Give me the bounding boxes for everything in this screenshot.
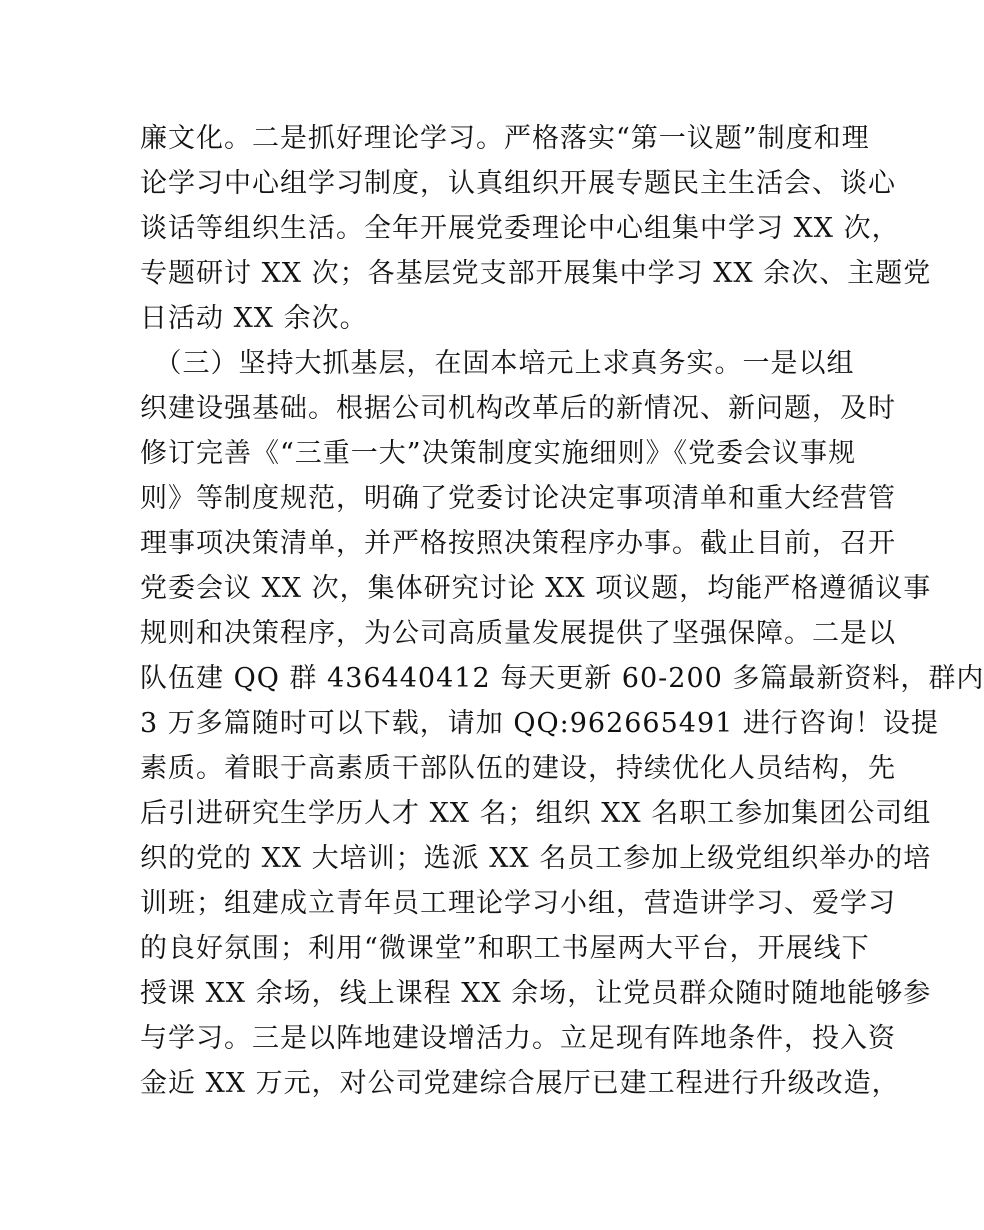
text-line: 党委会议 XX 次，集体研究讨论 XX 项议题，均能严格遵循议事 bbox=[140, 573, 932, 604]
text-line: 织建设强基础。根据公司机构改革后的新情况、新问题，及时 bbox=[140, 393, 896, 424]
text-line: 队伍建 QQ 群 436440412 每天更新 60-200 多篇最新资料，群内 bbox=[140, 663, 984, 694]
text-line: 则》等制度规范，明确了党委讨论决定事项清单和重大经营管 bbox=[140, 483, 896, 514]
text-line: 与学习。三是以阵地建设增活力。立足现有阵地条件，投入资 bbox=[140, 1023, 896, 1054]
text-line: 日活动 XX 余次。 bbox=[140, 303, 368, 334]
text-line: 修订完善《“三重一大”决策制度实施细则》《党委会议事规 bbox=[140, 438, 857, 469]
document-body bbox=[140, 116, 984, 1106]
text-line: 授课 XX 余场，线上课程 XX 余场，让党员群众随时随地能够参 bbox=[140, 978, 932, 1009]
text-line: 专题研讨 XX 次；各基层党支部开展集中学习 XX 余次、主题党 bbox=[140, 258, 932, 289]
text-line: 理事项决策清单，并严格按照决策程序办事。截止目前，召开 bbox=[140, 528, 896, 559]
text-line: 金近 XX 万元，对公司党建综合展厅已建工程进行升级改造， bbox=[140, 1068, 900, 1099]
text-line: 素质。着眼于高素质干部队伍的建设，持续优化人员结构，先 bbox=[140, 753, 896, 784]
text-line: 规则和决策程序，为公司高质量发展提供了坚强保障。二是以 bbox=[140, 618, 896, 649]
text-line: 训班；组建成立青年员工理论学习小组，营造讲学习、爱学习 bbox=[140, 888, 896, 919]
text-line: 3 万多篇随时可以下载，请加 QQ:962665491 进行咨询！设提 bbox=[140, 708, 939, 739]
text-line: 廉文化。二是抓好理论学习。严格落实“第一议题”制度和理 bbox=[140, 123, 870, 154]
text-line: （三）坚持大抓基层，在固本培元上求真务实。一是以组 bbox=[140, 348, 855, 379]
text-line: 谈话等组织生活。全年开展党委理论中心组集中学习 XX 次， bbox=[140, 213, 900, 244]
text-line: 织的党的 XX 大培训；选派 XX 名员工参加上级党组织举办的培 bbox=[140, 843, 932, 874]
text-line: 的良好氛围；利用“微课堂”和职工书屋两大平台，开展线下 bbox=[140, 933, 870, 964]
text-line: 后引进研究生学历人才 XX 名；组织 XX 名职工参加集团公司组 bbox=[140, 798, 932, 829]
text-line: 论学习中心组学习制度，认真组织开展专题民主生活会、谈心 bbox=[140, 168, 896, 199]
